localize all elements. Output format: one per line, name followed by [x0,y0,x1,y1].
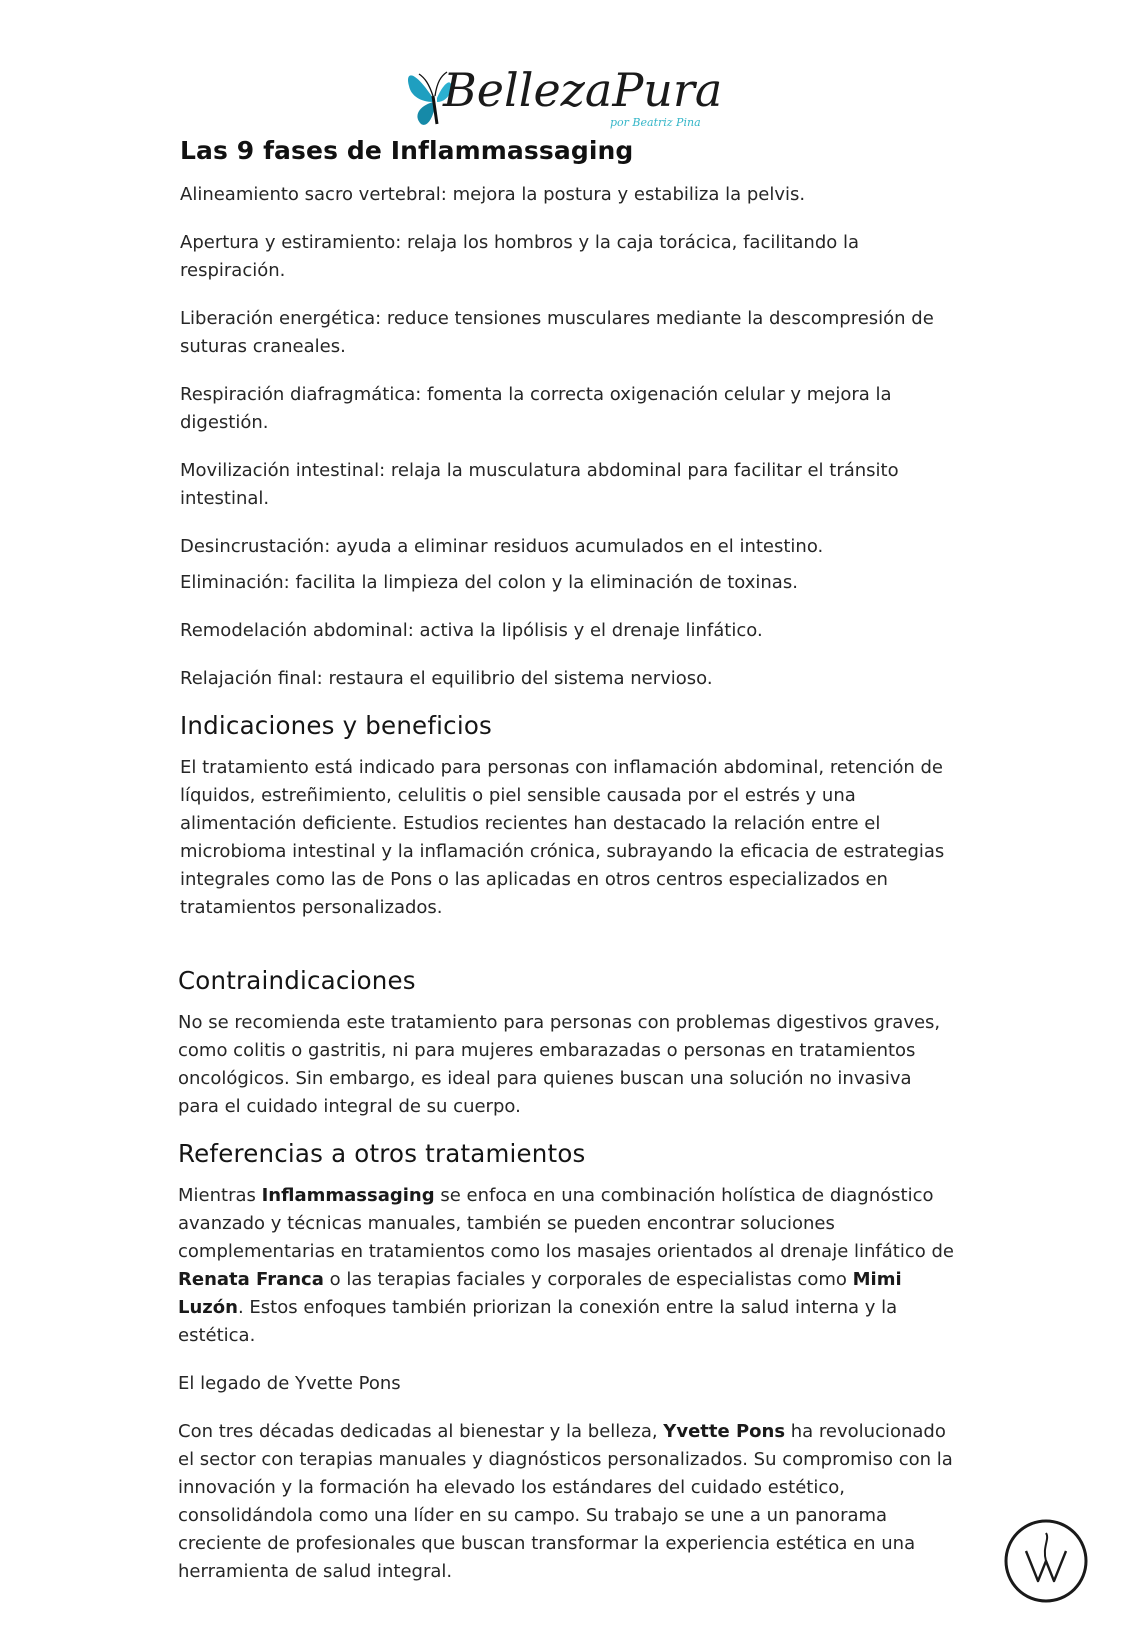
phase-item: Liberación energética: reduce tensiones musculares mediante la descompresión de suturas craneales. [180,308,934,357]
ref-renata-franca: Renata Franca [178,1269,324,1290]
legacy-title: El legado de Yvette Pons [178,1373,401,1394]
phase-item: Apertura y estiramiento: relaja los hombros y la caja torácica, facilitando la respiración. [180,232,860,281]
circle-monogram-icon [1002,1517,1090,1605]
brand-logo [405,50,735,140]
phase-item: Respiración diafragmática: fomenta la correcta oxigenación celular y mejora la digestión. [180,384,892,433]
ref-mimi-luzon: Mimi Luzón [178,1269,902,1318]
phase-item: Movilización intestinal: relaja la musculatura abdominal para facilitar el tránsito intestinal. [180,460,899,509]
references-body: Mientras Inflammassaging se enfoca en una combinación holística de diagnóstico avanzado y técnicas manuales, también se pueden encontrar soluciones complementarias en tratamientos como los masajes orientados al drenaje linfático de Renata Franca o las terapias faciales y corporales de especialistas como Mimi Luzón. Estos enfoques también priorizan la conexión entre la salud interna y la estética. [178,1185,954,1346]
brand-tagline: por Beatriz Pina [610,116,701,129]
indications-title: Indicaciones y beneficios [180,711,492,740]
contraindications-title: Contraindicaciones [178,966,416,995]
contraindications-body: No se recomienda este tratamiento para personas con problemas digestivos graves, como colitis o gastritis, ni para mujeres embarazadas o personas en tratamientos oncológicos. Sin embargo, es ideal para quienes buscan una solución no invasiva para el cuidado integral de su cuerpo. [178,1012,941,1117]
ref-yvette-pons: Yvette Pons [663,1421,786,1442]
section-lower [178,966,958,1586]
phase-item: Relajación final: restaura el equilibrio del sistema nervioso. [180,668,713,689]
ref-inflammassaging: Inflammassaging [261,1185,435,1206]
references-title: Referencias a otros tratamientos [178,1139,586,1168]
phase-item: Desincrustación: ayuda a eliminar residuos acumulados en el intestino. [180,536,824,557]
phase-item: Eliminación: facilita la limpieza del colon y la eliminación de toxinas. [180,572,798,593]
indications-body: El tratamiento está indicado para personas con inflamación abdominal, retención de líquidos, estreñimiento, celulitis o piel sensible causada por el estrés y una alimentación deficiente. Estudios recientes han destacado la relación entre el microbioma intestinal y la inflamación crónica, subrayando la eficacia de estrategias integrales como las de Pons o las aplicadas en otros centros especializados en tratamientos personalizados. [180,757,945,918]
legacy-body: Con tres décadas dedicadas al bienestar y la belleza, Yvette Pons ha revolucionado el sector con terapias manuales y diagnósticos personalizados. Su compromiso con la innovación y la formación ha elevado los estándares del cuidado estético, consolidándola como una líder en su campo. Su trabajo se une a un panorama creciente de profesionales que buscan transformar la experiencia estética en una herramienta de salud integral. [178,1421,953,1582]
phases-title: Las 9 fases de Inflammassaging [180,136,634,165]
phase-item: Remodelación abdominal: activa la lipólisis y el drenaje linfático. [180,620,763,641]
phase-item: Alineamiento sacro vertebral: mejora la postura y estabiliza la pelvis. [180,184,806,205]
section-phases [180,136,960,922]
brand-name: BellezaPura [443,63,723,117]
